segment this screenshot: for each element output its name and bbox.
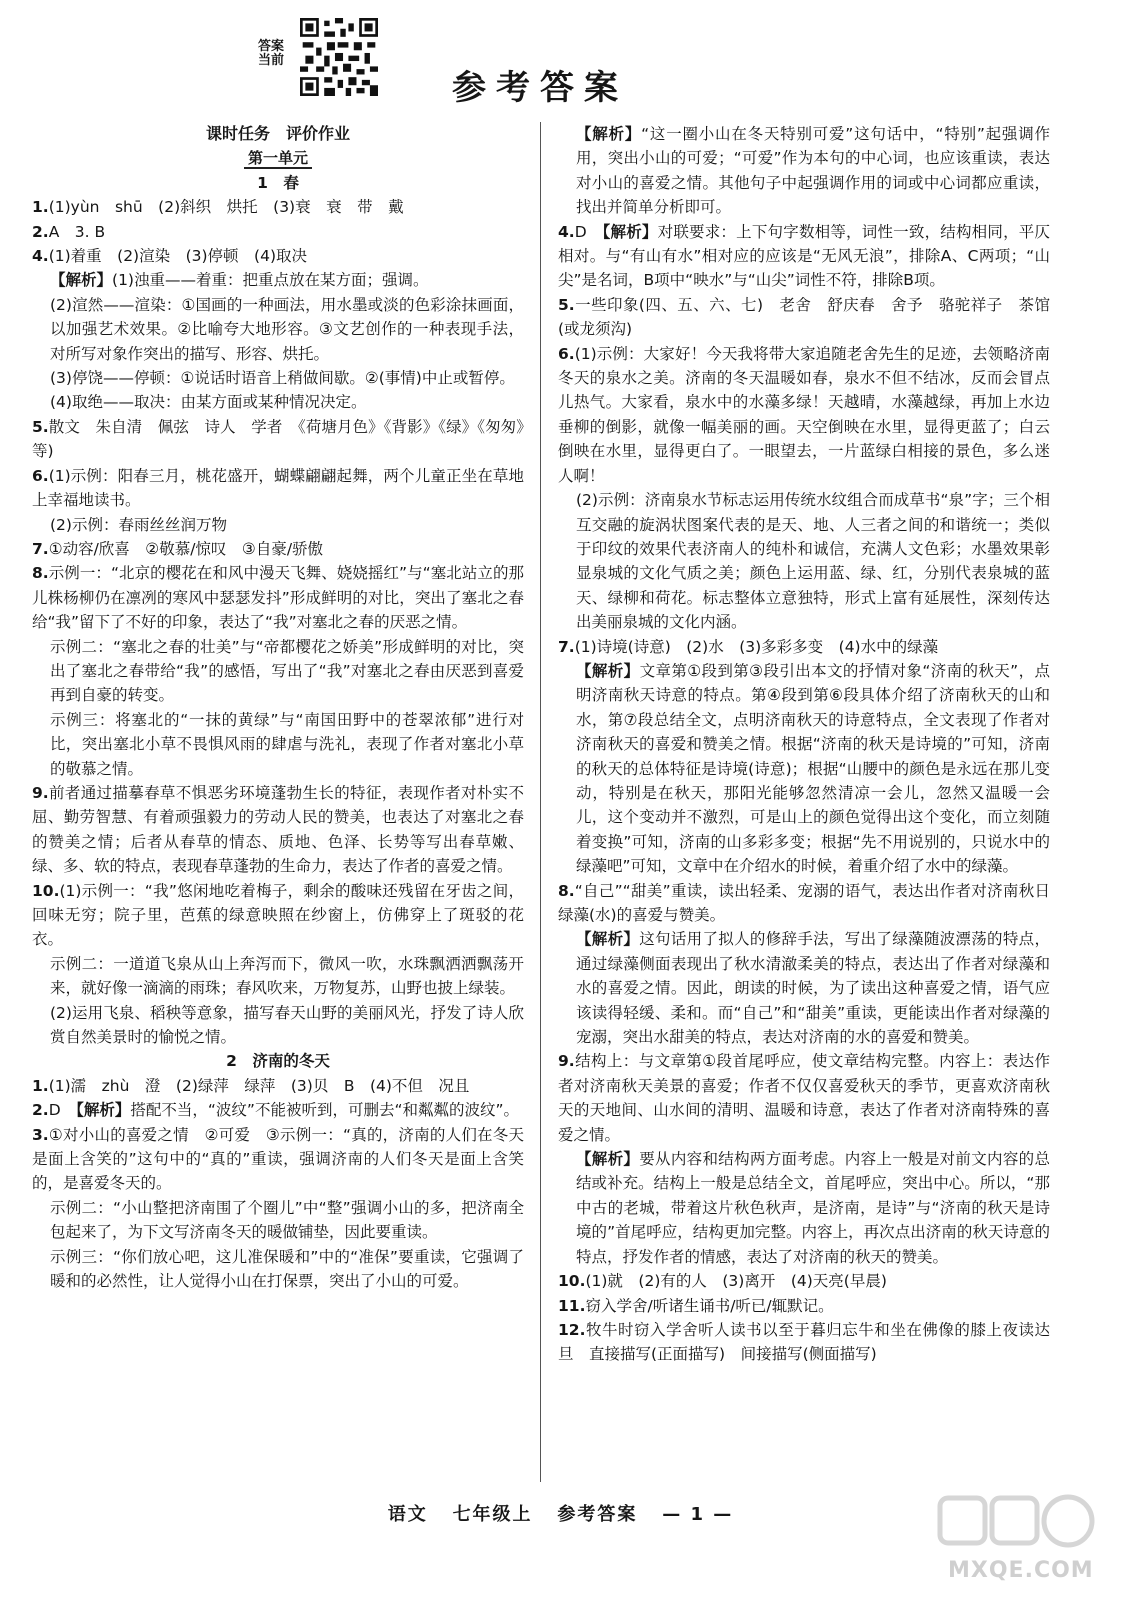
answer-line (558, 1318, 1050, 1367)
analysis-tag: 【解析】 (576, 661, 640, 680)
question-number: 6. (32, 466, 49, 485)
answer-text: (2)运用飞泉、稻秧等意象，描写春天山野的美丽风光，抒发了诗人欣赏自然美景时的愉悦之情。 (50, 1003, 524, 1047)
answer-line (558, 635, 1050, 659)
answer-text: (1)示例：阳春三月，桃花盛开，蝴蝶翩翩起舞，两个儿童正坐在草地上幸福地读书。 (32, 466, 524, 510)
answer-text: 搭配不当，“波纹”不能被听到，可删去“和粼粼的波纹”。 (130, 1101, 520, 1120)
analysis-tag: 【解析】 (76, 1101, 131, 1120)
answer-line (558, 1147, 1050, 1269)
answer-line (558, 1049, 1050, 1147)
question-number: 1. (32, 198, 49, 217)
answer-text: (1)yùn shū (2)斜织 烘托 (3)衰 衰 带 戴 (48, 198, 404, 217)
answer-line (32, 268, 524, 292)
answer-text: 一些印象(四、五、六、七) 老舍 舒庆春 舍予 骆驼祥子 茶馆(或龙须沟) (558, 295, 1050, 339)
analysis-tag: 【解析】 (576, 125, 642, 143)
answer-text: 窃入学舍/听诸生诵书/听已/辄默记。 (585, 1296, 834, 1315)
answer-text: 示例三：“你们放心吧，这儿准保暖和”中的“准保”要重读，它强调了暖和的必然性，让人觉得小山在打保票，突出了小山的可爱。 (50, 1247, 524, 1291)
answer-text: 结构上：与文章第①段首尾呼应，使文章结构完整。内容上：表达作者对济南秋天美景的喜爱；作者不仅仅喜爱秋天的季节，更喜欢济南秋天的天地间、山水间的清明、温暖和诗意，表达了作者对济南特殊的喜爱之情。 (558, 1052, 1050, 1144)
answer-line (32, 220, 524, 244)
left-column (32, 122, 524, 1294)
question-number: 8. (32, 564, 49, 583)
answer-choice: D (574, 222, 603, 241)
footer-grade: 七年级上 (452, 1504, 533, 1525)
answer-text: 示例二：一道道飞泉从山上奔泻而下，微风一吹，水珠飘洒洒飘荡开来，就好像一滴滴的雨珠；春风吹来，万物复苏，山野也披上绿装。 (50, 954, 524, 998)
answer-text: (4)取绝——取决：由某方面或某种情况决定。 (50, 393, 367, 412)
answer-text: 示例二：“塞北之春的壮美”与“帝都樱花之娇美”形成鲜明的对比，突出了塞北之春带给“我”的感悟，写出了“我”对塞北之春由厌恶到喜爱再到自豪的转变。 (50, 637, 524, 705)
question-number: 11. (558, 1296, 586, 1315)
answer-line (32, 708, 524, 781)
answer-line (32, 1123, 524, 1196)
analysis-tag: 【解析】 (576, 930, 640, 949)
answer-text: (1)着重 (2)渲染 (3)停顿 (4)取决 (48, 247, 308, 266)
answer-line (32, 1245, 524, 1294)
column-divider (540, 122, 541, 1482)
answer-line (558, 342, 1050, 488)
answer-text: A 3. B (48, 222, 106, 241)
answer-line (558, 1294, 1050, 1318)
question-number: 7. (32, 539, 49, 558)
answer-line (32, 879, 524, 952)
answer-text: (2)示例：济南泉水节标志运用传统水纹组合而成草书“泉”字；三个相互交融的旋涡状图案代表的是天、地、人三者之间的和谐统一；类似于印纹的效果代表济南人的纯朴和诚信，充满人文色彩；水墨效果彰显泉城的文化气质之美；颜色上运用蓝、绿、红，分别代表泉城的蓝天、绿柳和荷花。标志整体立意独特，形式上富有延展性，深刻传达出美丽泉城的文化内涵。 (576, 491, 1050, 632)
answer-text: (1)诗境(诗意) (2)水 (3)多彩多变 (4)水中的绿藻 (574, 637, 939, 656)
question-number: 6. (558, 344, 575, 363)
question-number: 8. (558, 881, 575, 900)
answer-text: 要从内容和结构两方面考虑。内容上一般是对前文内容的总结或补充。结构上一般是总结全文，首尾呼应，突出中心。所以，“那中古的老城，带着这片秋色秋声，是济南，是诗”与“济南的秋天是诗境的”首尾呼应，结构更加完整。内容上，再次点出济南的秋天诗意的特点，抒发作者的情感，表达了对济南的秋天的赞美。 (576, 1150, 1050, 1266)
section-title: 课时任务 评价作业 (205, 124, 350, 143)
answer-line (558, 220, 1050, 293)
question-number: 2. (32, 1101, 49, 1120)
page-title: 参考答案 (452, 68, 628, 108)
answer-choice: D (48, 1101, 77, 1120)
footer-subject: 语文 (387, 1504, 428, 1525)
lesson-2-title: 2 济南的冬天 (226, 1052, 330, 1071)
answer-line (32, 513, 524, 537)
answer-line (32, 1196, 524, 1245)
answer-text: 文章第①段到第③段引出本文的抒情对象“济南的秋天”，点明济南秋天诗意的特点。第④段到第⑥段具体介绍了济南秋天的山和水，第⑦段总结全文，点明济南秋天的诗意特点，全文表现了作者对济南秋天的喜爱和赞美之情。根据“济南的秋天是诗境的”可知，济南的秋天的总体特征是诗境(诗意)；根据“山腰中的颜色是永远在那儿变动，特别是在秋天，那阳光能够忽然清凉一会儿，忽然又温暖一会儿，这个变动并不激烈，可是山上的颜色觉得出这个变化，而立刻随着变换”可知，济南的山多彩多变；根据“先不用说别的，只说水中的绿藻吧”可知，文章中在介绍水的时候，着重介绍了水中的绿藻。 (576, 661, 1050, 876)
answer-line (32, 1001, 524, 1050)
lesson-1-title: 1 春 (257, 173, 299, 192)
question-number: 2. (32, 222, 49, 241)
right-column (558, 122, 1050, 1367)
answer-text: (2)渲然——渲染：①国画的一种画法，用水墨或淡的色彩涂抹画面，以加强艺术效果。②比喻夸大地形容。③文艺创作的一种表现手法，对所写对象作突出的描写、形容、烘托。 (50, 295, 524, 363)
qr-code-icon[interactable] (300, 18, 378, 96)
page-number: — 1 — (662, 1504, 734, 1525)
answer-line (32, 293, 524, 366)
answer-line (32, 390, 524, 414)
answer-text: 对联要求：上下句字数相等，词性一致，结构相同，平仄相对。与“有山有水”相对应的应该是“无风无浪”，排除A、C两项；“山尖”是名词，B项中“映水”与“山尖”词性不符，排除B项。 (558, 222, 1050, 290)
answer-line (32, 1098, 524, 1122)
answer-line (558, 1269, 1050, 1293)
answer-text: (1)就 (2)有的人 (3)离开 (4)天亮(早晨) (585, 1272, 887, 1291)
answer-line (558, 659, 1050, 879)
question-number: 5. (32, 417, 49, 436)
question-number: 7. (558, 637, 575, 656)
answer-line (32, 1074, 524, 1098)
question-number: 4. (558, 222, 575, 241)
answer-text: (2)示例：春雨丝丝润万物 (50, 515, 227, 534)
qr-caption: 答案当前 (257, 39, 284, 68)
answer-text: ①对小山的喜爱之情 ②可爱 ③示例一：“真的，济南的人们在冬天是面上含笑的”这句中的“真的”重读，强调济南的人们冬天是面上含笑的，是喜爱冬天的。 (32, 1125, 524, 1193)
answer-line (32, 781, 524, 879)
answer-line (32, 952, 524, 1001)
answer-line (32, 244, 524, 268)
answer-text: (1)濡 zhù 澄 (2)绿萍 绿萍 (3)贝 B (4)不但 况且 (48, 1076, 470, 1095)
footer-label: 参考答案 (557, 1504, 638, 1525)
question-number: 3. (32, 1125, 49, 1144)
lesson-1-answers (32, 195, 524, 1049)
answer-text: 示例二：“小山整把济南围了个圈儿”中“整”强调小山的多，把济南全包起来了，为下文写济南冬天的暖做铺垫，因此要重读。 (50, 1198, 524, 1242)
answer-line (558, 293, 1050, 342)
answer-text: 这句话用了拟人的修辞手法，写出了绿藻随波漂荡的特点，通过绿藻侧面表现出了秋水清澈柔美的特点，表达出了作者对绿藻和水的喜爱之情。因此，朗读的时候，为了读出这种喜爱之情，语气应该读得轻缓、柔和。而“自己”和“甜美”重读，更能读出作者对绿藻的宠溺，突出水甜美的特点，表达对济南的水的喜爱和赞美。 (576, 930, 1050, 1047)
answer-line (558, 488, 1050, 634)
analysis-tag: 【解析】 (50, 271, 113, 290)
watermark-url: MXQE.COM (948, 1558, 1094, 1583)
answer-line (32, 561, 524, 634)
answer-text: 示例一：“北京的樱花在和风中漫天飞舞、娆娆摇红”与“塞北站立的那儿株杨柳仍在凛冽的寒风中瑟瑟发抖”形成鲜明的对比，突出了塞北之春给“我”留下了不好的印象，表达了“我”对塞北之春的厌恶之情。 (32, 564, 524, 632)
question-number: 5. (558, 295, 575, 314)
answer-text: (3)停饶——停顿：①说话时语音上稍做间歇。②(事情)中止或暂停。 (50, 369, 515, 388)
answer-text: 散文 朱自清 佩弦 诗人 学者 《荷塘月色》《背影》《绿》《匆匆》等) (32, 417, 524, 461)
answer-line (32, 366, 524, 390)
answer-line (32, 537, 524, 561)
answer-text: 前者通过描摹春草不惧恶劣环境蓬勃生长的特征，表现作者对朴实不屈、勤劳智慧、有着顽强毅力的劳动人民的赞美，也表达了对塞北之春的赞美之情；后者从春草的情态、质地、色泽、长势等写出春草嫩、绿、多、软的特点，表现春草蓬勃的生命力，表达了作者的喜爱之情。 (32, 783, 524, 876)
answer-text: (1)示例：大家好！今天我将带大家追随老舍先生的足迹，去领略济南冬天的泉水之美。济南的冬天温暖如春，泉水不但不结冰，反而会冒点儿热气。大家看，泉水中的水藻多绿！天越晴，水藻越绿，再加上水边垂柳的倒影，就像一幅美丽的画。天空倒映在水里，显得更蓝了；白云倒映在水里，显得更白了。一眼望去，一片蓝绿白相接的景色，多么迷人啊！ (558, 344, 1050, 485)
answer-text: (1)浊重——着重：把重点放在某方面；强调。 (112, 271, 429, 290)
answer-text: (1)示例一：“我”悠闲地吃着梅子，剩余的酸味还残留在牙齿之间，回味无穷；院子里，芭蕉的绿意映照在纱窗上，仿佛穿上了斑驳的花衣。 (32, 881, 524, 949)
question-number: 4. (32, 247, 49, 266)
lesson-2-answers-right (558, 122, 1050, 1367)
answer-line (32, 195, 524, 219)
answer-line (32, 415, 524, 464)
answer-line (32, 635, 524, 708)
answer-text: 示例三：将塞北的“一抹的黄绿”与“南国田野中的苍翠浓郁”进行对比，突出塞北小草不畏惧风雨的肆虐与洗礼，表现了作者对塞北小草的敬慕之情。 (50, 710, 524, 778)
answer-text: “自己”“甜美”重读，读出轻柔、宠溺的语气，表达出作者对济南秋日绿藻(水)的喜爱与赞美。 (558, 881, 1050, 924)
answer-line (558, 927, 1050, 1049)
lesson-2-answers-left (32, 1074, 524, 1294)
answer-text: ①动容/欣喜 ②敬慕/惊叹 ③自豪/骄傲 (48, 539, 324, 558)
question-number: 10. (558, 1272, 586, 1291)
answer-line (32, 464, 524, 513)
answer-text: 牧牛时窃入学舍听人读书以至于暮归忘牛和坐在佛像的膝上夜读达旦 直接描写(正面描写) 间接描写(侧面描写) (558, 1320, 1050, 1364)
unit-title: 第一单元 (32, 146, 524, 170)
analysis-tag: 【解析】 (576, 1150, 640, 1169)
question-number: 9. (558, 1052, 575, 1071)
answer-line (558, 122, 1050, 220)
answer-text: “这一圈小山在冬天特别可爱”这句话中，“特别”起强调作用，突出小山的可爱；“可爱”作为本句的中心词，也应该重读，表达对小山的喜爱之情。其他句子中起强调作用的词或中心词都应重读，找出并简单分析即可。 (576, 125, 1050, 217)
question-number: 10. (32, 881, 60, 900)
answer-line (558, 879, 1050, 928)
question-number: 12. (558, 1320, 586, 1339)
analysis-tag: 【解析】 (602, 222, 658, 241)
question-number: 9. (32, 783, 49, 802)
question-number: 1. (32, 1076, 49, 1095)
